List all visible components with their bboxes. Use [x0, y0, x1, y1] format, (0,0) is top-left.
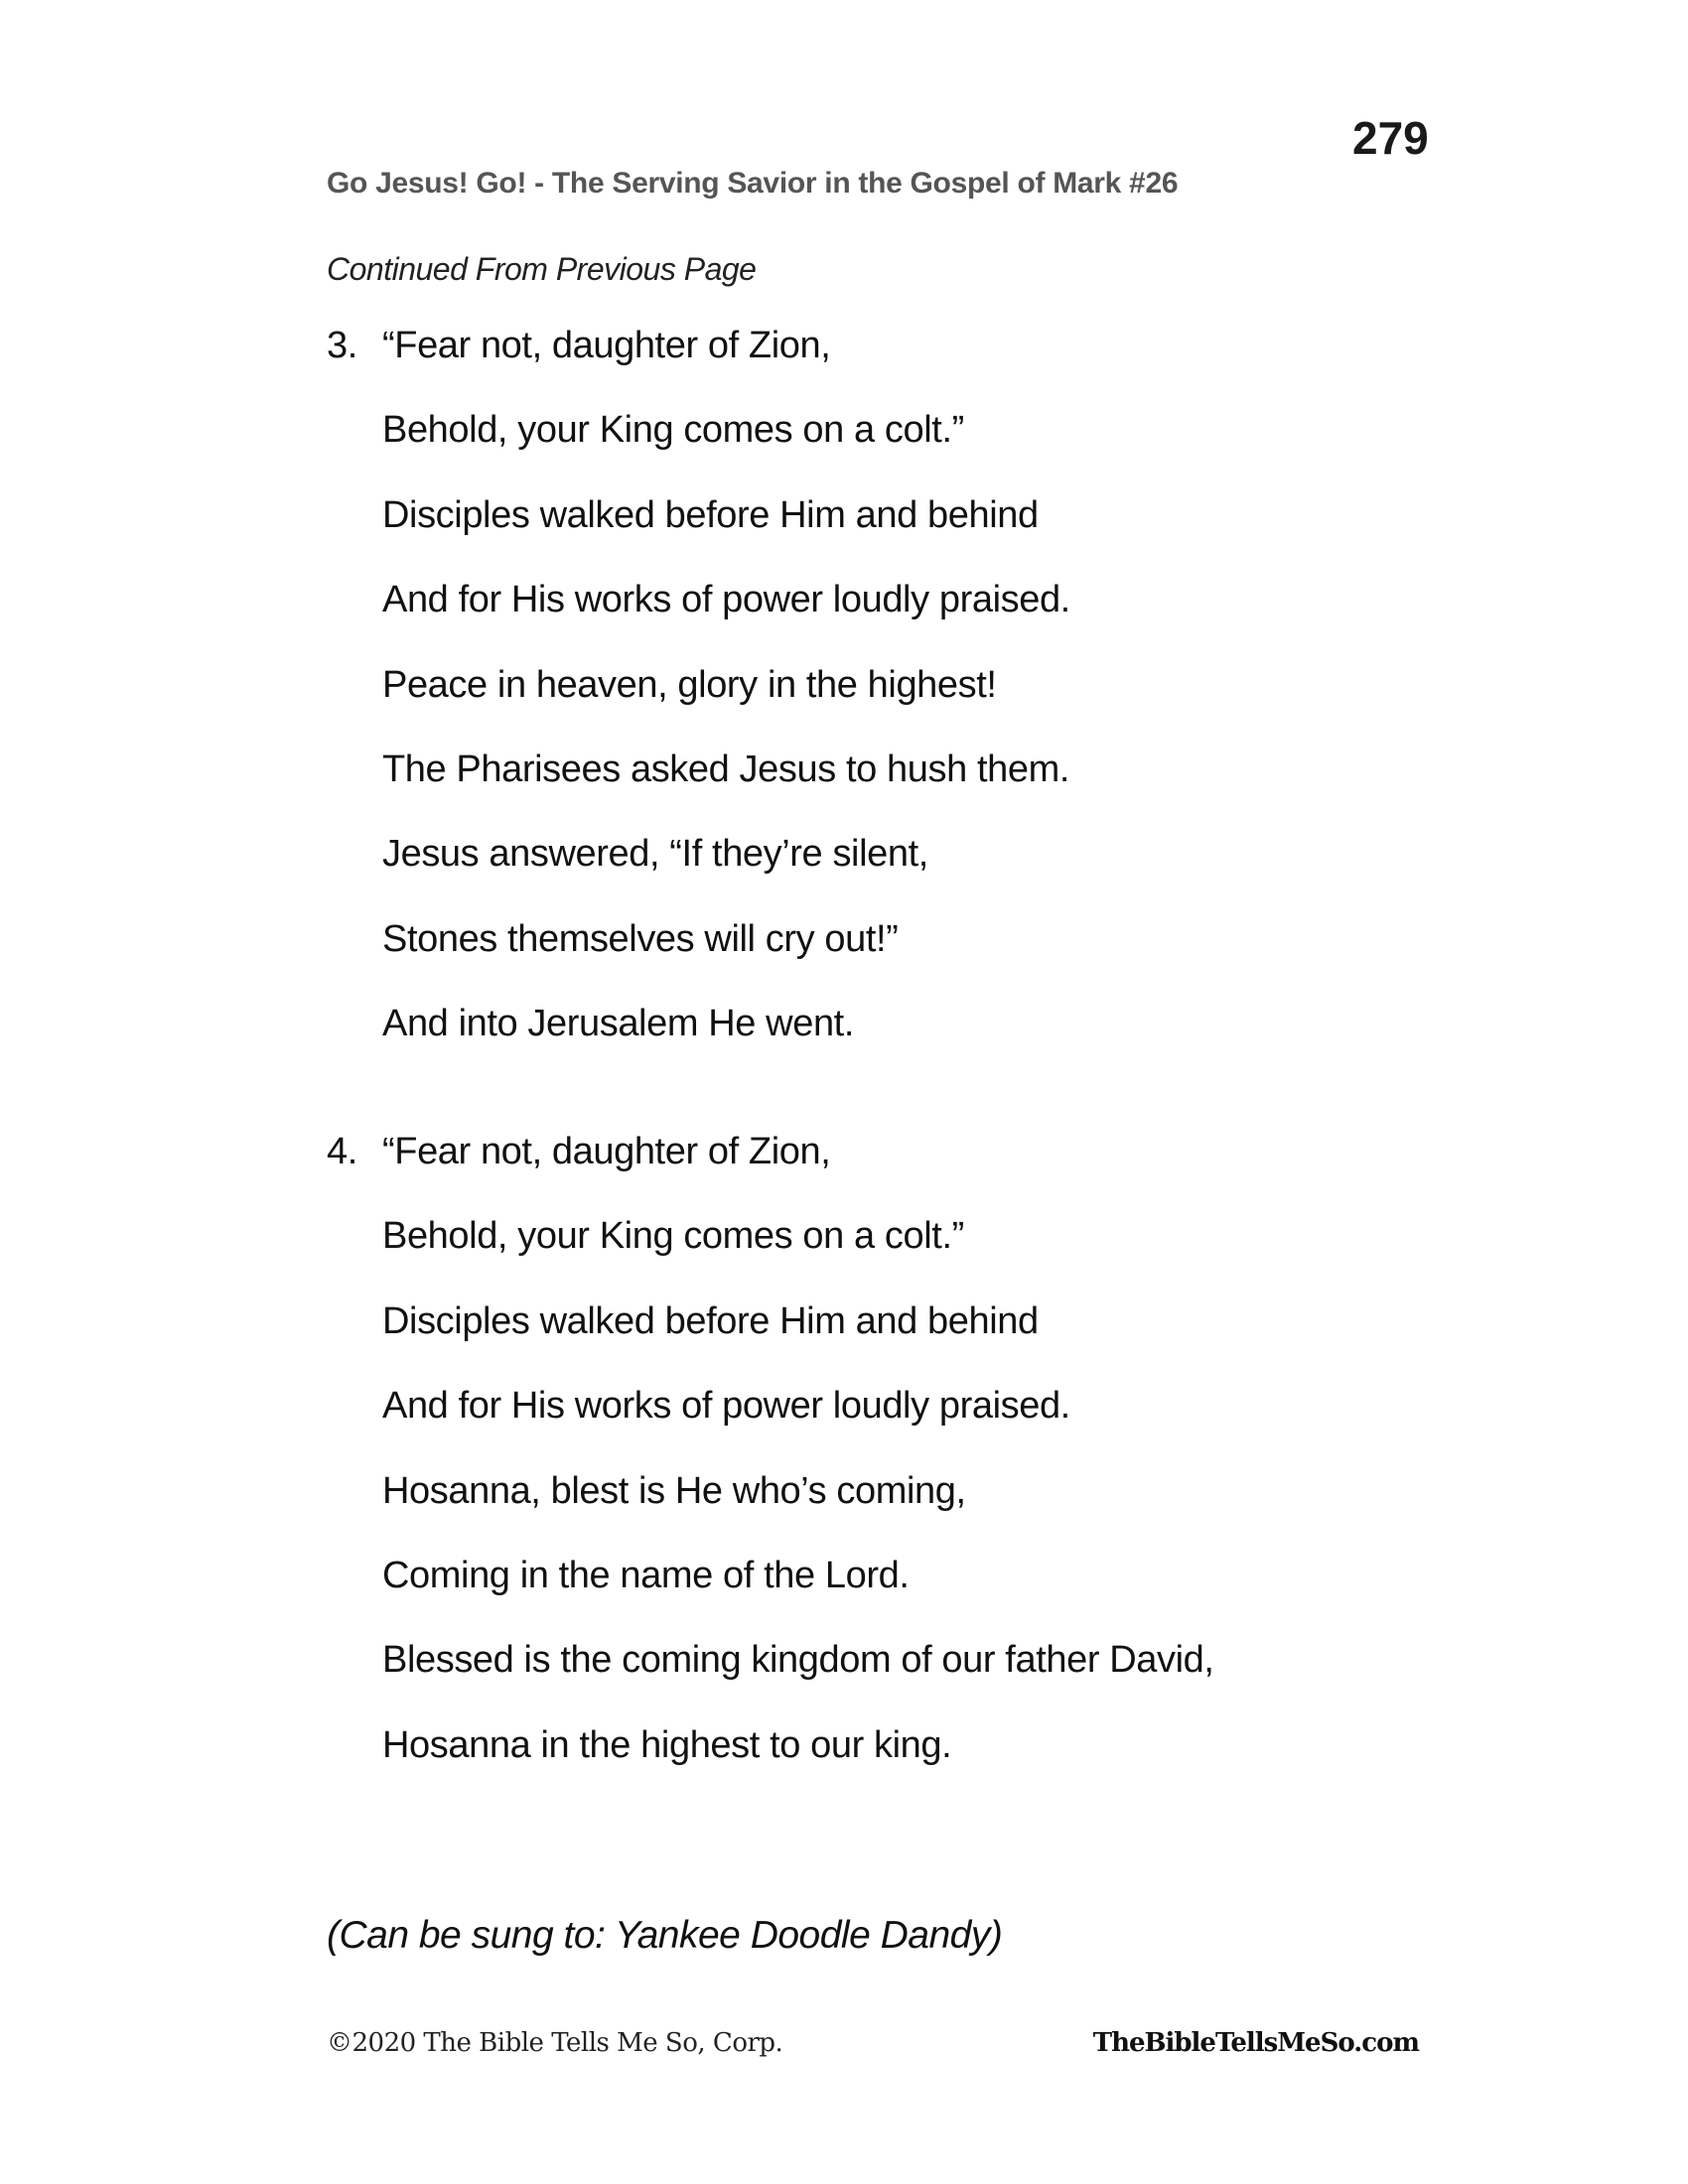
website-link[interactable]: TheBibleTellsMeSo.com: [1092, 2028, 1419, 2058]
verse-number: 4.: [327, 1131, 357, 1172]
copyright-footer: ©2020 The Bible Tells Me So, Corp.: [327, 2028, 783, 2058]
lyric-line: Disciples walked before Him and behind: [382, 1299, 1039, 1342]
lyric-line: Disciples walked before Him and behind: [382, 493, 1039, 536]
lyric-line: Coming in the name of the Lord.: [382, 1554, 910, 1596]
lyric-line: “Fear not, daughter of Zion,: [382, 325, 831, 366]
lyric-line: Hosanna in the highest to our king.: [382, 1723, 952, 1766]
page-number: 279: [1352, 112, 1429, 164]
lyric-line: And into Jerusalem He went.: [382, 1003, 854, 1045]
lyric-line: Hosanna, blest is He who’s coming,: [382, 1469, 966, 1512]
lyric-line: Behold, your King comes on a colt.”: [382, 409, 964, 452]
page-title: Go Jesus! Go! - The Serving Savior in the Gospel of Mark #26: [327, 167, 1179, 200]
lyric-line: Peace in heaven, glory in the highest!: [382, 663, 997, 706]
lyric-line: The Pharisees asked Jesus to hush them.: [382, 748, 1070, 790]
lyric-line: And for His works of power loudly praised.: [382, 1385, 1070, 1428]
lyric-line: “Fear not, daughter of Zion,: [382, 1131, 831, 1172]
lyric-line: Stones themselves will cry out!”: [382, 917, 899, 960]
verse-number: 3.: [327, 325, 357, 366]
continued-note: Continued From Previous Page: [327, 251, 757, 287]
tune-note: (Can be sung to: Yankee Doodle Dandy): [327, 1914, 1003, 1957]
lyric-line: And for His works of power loudly praised.: [382, 579, 1070, 621]
lyric-line: Behold, your King comes on a colt.”: [382, 1215, 964, 1258]
lyric-line: Blessed is the coming kingdom of our father David,: [382, 1639, 1214, 1682]
lyric-line: Jesus answered, “If they’re silent,: [382, 833, 928, 876]
